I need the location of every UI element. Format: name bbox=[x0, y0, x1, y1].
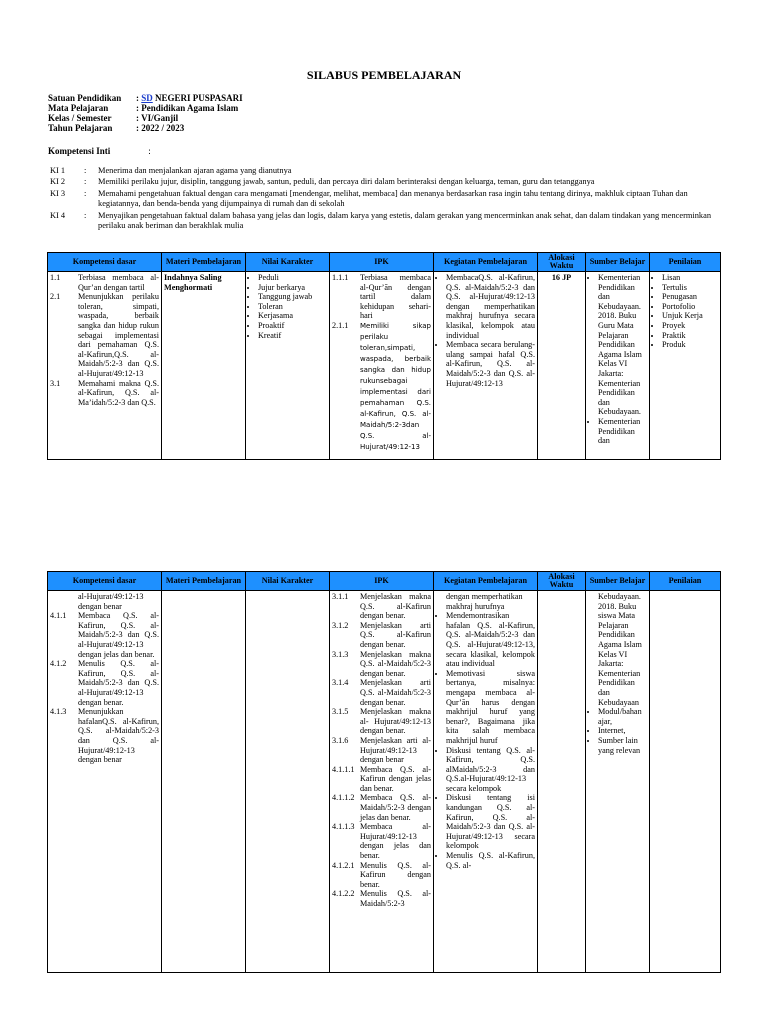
page-title: SILABUS PEMBELAJARAN bbox=[306, 68, 462, 82]
sumber-cell: • Kementerian Pendidikan dan Kebudayaan. 2018. Buku Guru Mata Pelajaran Pendidikan Agama Islam Kelas VI Jakarta: Kementerian Pendidikan dan Kebudayaan. • Kementerian Pendidikan dan bbox=[586, 272, 650, 460]
table-row bbox=[48, 272, 721, 460]
penilaian-cell bbox=[650, 591, 721, 973]
table-row bbox=[48, 591, 721, 973]
ki-row: KI 2 : Memiliki perilaku jujur, disiplin, tanggung jawab, santun, peduli, dan percaya diri dalam berinteraksi dengan keluarga, teman, guru dan tetangganya bbox=[50, 177, 595, 186]
ki-row: KI 1 : Menerima dan menjalankan ajaran agama yang dianutnya bbox=[50, 166, 292, 175]
sumber-cell: Kebudayaan. 2018. Buku siswa Mata Pelajaran Pendidikan Agama Islam Kelas VI Jakarta: Kementerian Pendidikan dan Kebudayaan • Modul/bahan ajar, • Internet, • Sumber lain yang relevan bbox=[586, 591, 650, 973]
kd-cell: al-Hujurat/49:12-13 dengan benar 4.1.1 Membaca Q.S. al-Kafirun, Q.S. al-Maidah/5:2-3 dan Q.S. al-Hujurat/49:12-13 dengan jelas dan benar. 4.1.2 Menulis Q.S. al-Kafirun, Q.S. al-Maidah/5:2-3 dan Q.S. al-Hujurat/49:12-13 dengan benar. 4.1.3 Menunjukkan hafalanQ.S. al-Kafirun, Q.S. al-Maidah/5:2-3 dan Q.S. al-Hujurat/49:12-13 dengan benar bbox=[48, 591, 162, 973]
ki-heading: Kompetensi Inti : bbox=[48, 146, 151, 156]
alokasi-cell: 16 JP bbox=[538, 272, 586, 460]
materi-cell: Indahnya Saling Menghormati bbox=[162, 272, 246, 460]
kegiatan-cell: dengan memperhatikan makhraj hurufnya • Mendemontrasikan hafalan Q.S. al-Kafirun, Q.S. al-Maidah/5:2-3 dan Q.S. al-Hujurat/49:12-13, secara klasikal, kelompok atau individual • Memotivasi siswa bertanya, misalnya: mengapa membaca al-Qur’ān harus dengan makhrijul huruf yang benar?, Bagaimana jika kita salah membaca makhrijul huruf • Diskusi tentang Q.S. al-Kafirun, Q.S. alMaidah/5:2-3 dan Q.S.al-Hujurat/49:12-13 secara kelompok • Diskusi tentang isi kandungan Q.S. al-Kafirun, Q.S. al-Maidah/5:2-3 dan Q.S. al-Hujurat/49:12-13 secara kelompok • Menulis Q.S. al-Kafirun, Q.S. al- bbox=[434, 591, 538, 973]
kelas-value: : VI/Ganjil bbox=[136, 113, 179, 123]
penilaian-cell: • Lisan • Tertulis • Penugasan • Portofolio • Unjuk Kerja • Proyek • Praktik • Produk bbox=[650, 272, 721, 460]
table-header: Kompetensi dasar Materi Pembelajaran Nilai Karakter IPK Kegiatan Pembelajaran Alokasi Waktu Sumber Belajar Penilaian bbox=[48, 253, 721, 272]
kelas-label: Kelas / Semester bbox=[48, 113, 112, 123]
ipk-cell: 3.1.1 Menjelaskan makna Q.S. al-Kafirun dengan benar. 3.1.2 Menjelaskan arti Q.S. al-Kafirun dengan benar. 3.1.3 Menjelaskan makna Q.S. al-Maidah/5:2-3 dengan benar. 3.1.4 Menjelaskan arti Q.S. al-Maidah/5:2-3 dengan benar. 3.1.5 Menjelaskan makna al- Hujurat/49:12-13 dengan benar. 3.1.6 Menjelaskan arti al- Hujurat/49:12-13 dengan benar 4.1.1.1 Membaca Q.S. al-Kafirun dengan jelas dan benar. 4.1.1.2 Membaca Q.S. al-Maidah/5:2-3 dengan jelas dan benar. 4.1.1.3 Membaca al-Hujurat/49:12-13 dengan jelas dan benar. 4.1.2.1 Menulis Q.S. al-Kafirun dengan benar. 4.1.2.2 Menulis Q.S. al-Maidah/5:2-3 bbox=[330, 591, 434, 973]
tahun-label: Tahun Pelajaran bbox=[48, 123, 113, 133]
nilai-cell bbox=[246, 591, 330, 973]
mapel-value: : Pendidikan Agama Islam bbox=[136, 103, 239, 113]
alokasi-cell bbox=[538, 591, 586, 973]
ki-row: KI 4 : Menyajikan pengetahuan faktual dalam bahasa yang jelas dan logis, dalam karya yang estetis, dalam gerakan yang mencerminkan anak sehat, dan dalam tindakan yang mencerminkan perilaku anak beriman dan berakhlak mulia bbox=[50, 211, 712, 230]
ki-row: KI 3 : Memahami pengetahuan faktual dengan cara mengamati [mendengar, melihat, membaca] dan menanya berdasarkan rasa ingin tahu tentang dirinya, makhluk ciptaan Tuhan dan kegiatannya, dan benda-benda yang dijumpainya di rumah dan di sekolah bbox=[50, 189, 688, 208]
sd-link[interactable]: SD bbox=[141, 93, 153, 103]
kegiatan-cell: • MembacaQ.S. al-Kafirun, Q.S. al-Maidah/5:2-3 dan Q.S. al-Hujurat/49:12-13 dengan memperhatikan makhraj hurufnya secara klasikal, kelompok atau individual • Membaca secara berulang-ulang sampai hafal Q.S. al-Kafirun, Q.S. al-Maidah/5:2-3 dan Q.S. al-Hujurat/49:12-13 bbox=[434, 272, 538, 460]
syllabus-table-2 bbox=[47, 571, 721, 973]
materi-cell bbox=[162, 591, 246, 973]
satuan-value: NEGERI PUSPASARI bbox=[152, 93, 243, 103]
tahun-value: : 2022 / 2023 bbox=[136, 123, 185, 133]
identity-block bbox=[48, 93, 243, 133]
satuan-label: Satuan Pendidikan bbox=[48, 93, 122, 103]
nilai-cell: • Peduli • Jujur berkarya • Tanggung jawab • Toleran • Kerjasama • Proaktif • Kreatif bbox=[246, 272, 330, 460]
ipk-cell: 1.1.1 Terbiasa membaca al-Qur’ān dengan tartil dalam kehidupan sehari-hari 2.1.1 Memiliki sikap perilaku toleran,simpati, waspada, berbaik sangka dan hidup rukunsebagai implementasi dari pemahaman Q.S. al-Kafirun, Q.S. al-Maidah/5:2-3dan Q.S. al-Hujurat/49:12-13 bbox=[330, 272, 434, 460]
satuan-colon: : bbox=[136, 93, 142, 103]
kd-cell: 1.1 Terbiasa membaca al-Qur’an dengan tartil 2.1 Menunjukkan perilaku toleran, simpati, waspada, berbaik sangka dan hidup rukun sebagai implementasi dari pemahaman Q.S. al-Kafirun,Q.S. al-Maidah/5:2-3 dan Q.S. al-Hujurat/49:12-13 3.1 Memahami makna Q.S. al-Kafirun, Q.S. al-Ma’idah/5:2-3 dan Q.S. bbox=[48, 272, 162, 460]
mapel-label: Mata Pelajaran bbox=[48, 103, 109, 113]
syllabus-table-1 bbox=[47, 252, 721, 460]
table-header: Kompetensi dasar Materi Pembelajaran Nilai Karakter IPK Kegiatan Pembelajaran Alokasi Waktu Sumber Belajar Penilaian bbox=[48, 572, 721, 591]
